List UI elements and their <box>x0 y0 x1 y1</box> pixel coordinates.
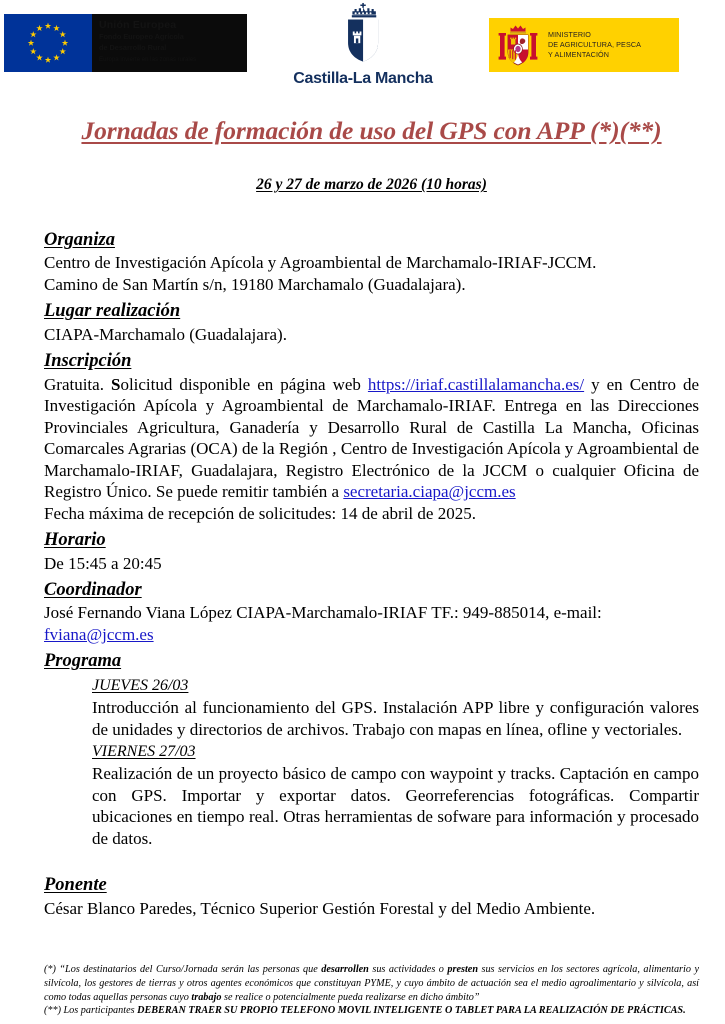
castilla-la-mancha-emblem <box>278 2 448 88</box>
ministerio-emblem <box>489 18 679 72</box>
organiza-line2: Camino de San Martín s/n, 19180 Marchamalo (Guadalajara). <box>44 274 466 294</box>
eu-text-line1: Unión Europea <box>99 19 177 31</box>
inscripcion-paragraph <box>44 374 699 503</box>
clm-wordmark: Castilla-La Mancha <box>293 70 433 87</box>
coordinador-email-link[interactable]: fviana@jccm.es <box>44 624 154 644</box>
section-organiza <box>44 224 699 295</box>
footnote-two <box>44 1004 699 1018</box>
eu-emblem-text <box>92 14 247 72</box>
footnote-one-f: trabajo <box>191 991 222 1003</box>
document-content <box>44 224 699 919</box>
heading-ponente: Ponente <box>44 875 107 896</box>
section-lugar-realizacion <box>44 295 699 345</box>
footnote-two-b: DEBERAN TRAER SU PROPIO TELEFONO MOVIL INTELIGENTE O TABLET PARA LA REALIZACIÓN DE PRÁCTICAS. <box>137 1005 686 1017</box>
footnote-one-e: sus servicios en los sectores agrícola, alimentario y silvícola, los gestores de tierras y otros agentes económicos que constituyan PYME, y cuyo ámbito de actuación sea el medio agroalimentario y silvícola, así como todas aquellas personas cuyo <box>44 964 699 1003</box>
heading-inscripcion: Inscripción <box>44 351 132 372</box>
footnote-two-a: (**) Los participantes <box>44 1005 138 1017</box>
footnotes <box>44 963 699 1018</box>
programa-day-jueves <box>92 676 699 740</box>
programa-day-text-jueves: Introducción al funcionamiento del GPS. Instalación APP libre y configuración valores de unidades y directorios de archivos. Trabajo con mapas en línea, ofline y vectoriales. <box>92 698 699 739</box>
eu-stars-icon <box>4 14 92 72</box>
inscripcion-text-1: Gratuita. <box>44 374 111 394</box>
footnote-one <box>44 963 699 1004</box>
heading-programa: Programa <box>44 651 122 672</box>
section-programa <box>44 645 699 849</box>
ministerio-line2: DE AGRICULTURA, PESCA <box>548 39 642 49</box>
spain-coat-of-arms-icon <box>497 22 539 68</box>
programa-day-text-viernes: Realización de un proyecto básico de campo con waypoint y tracks. Captación en campo con GPS. Importar y exportar datos. Georreferencias fotográficas. Compartir ubicaciones en tiempo real. Otras herramientas de sofware para información y procesado de datos. <box>92 764 699 848</box>
secretaria-email-link[interactable]: secretaria.ciapa@jccm.es <box>343 482 516 502</box>
footnote-one-g: se realice o potencialmente pueda realizarse en dicho ámbito” <box>221 991 480 1003</box>
document-body <box>0 116 725 919</box>
page-title: Jornadas de formación de uso del GPS con APP (*)(**) <box>81 116 662 145</box>
eu-emblem <box>4 14 247 72</box>
eu-text-line3: Europa invierte en las zonas rurales <box>99 55 197 63</box>
heading-horario: Horario <box>44 530 106 551</box>
heading-lugar-realizacion: Lugar realización <box>44 301 181 322</box>
eu-flag-icon <box>4 14 92 72</box>
inscripcion-text-2: y en Centro de Investigación Apícola y Agroambiental de Marchamalo-IRIAF. Entrega en las Direcciones Provinciales Agricultura, Ganadería y Desarrollo Rural de Castilla La Mancha, Oficinas Comarcales Agrarias (OCA) de la Región , Centro de Investigación Apícola y Agroambiental de Marchamalo-IRIAF, Guadalajara, Registro Electrónico de la JCCM o cualquier Oficina de Registro Único. Se puede remitir también a <box>44 374 700 502</box>
section-ponente <box>44 869 699 919</box>
section-coordinador <box>44 574 699 645</box>
heading-organiza: Organiza <box>44 230 115 250</box>
coordinador-email-row <box>44 624 699 646</box>
programa-day-label-jueves: JUEVES 26/03 <box>92 676 189 694</box>
course-date-line: 26 y 27 de marzo de 2026 (10 horas) <box>256 176 487 193</box>
horario-line1: De 15:45 a 20:45 <box>44 553 162 573</box>
inscripcion-deadline: Fecha máxima de recepción de solicitudes: 14 de abril de 2025. <box>44 503 476 523</box>
inscripcion-text-1c: olicitud disponible en página web <box>120 374 368 394</box>
organiza-line1: Centro de Investigación Apícola y Agroambiental de Marchamalo-IRIAF-JCCM. <box>44 253 597 273</box>
lugar-line1: CIAPA-Marchamalo (Guadalajara). <box>44 324 287 344</box>
eu-text-line2: Fondo Europeo Agrícola <box>99 32 184 42</box>
iriaf-website-link[interactable]: https://iriaf.castillalamancha.es/ <box>367 374 585 394</box>
ministerio-line3: Y ALIMENTACIÓN <box>548 50 610 60</box>
clm-shield-icon <box>334 2 392 64</box>
programa-day-label-viernes: VIERNES 27/03 <box>92 743 196 761</box>
ministerio-text <box>548 30 641 61</box>
coordinador-line1: José Fernando Viana López CIAPA-Marchamalo-IRIAF TF.: 949-885014, e-mail: <box>44 603 602 623</box>
footnote-one-a: (*) “Los destinatarios del Curso/Jornada serán las personas que <box>44 964 322 976</box>
programa-day-viernes <box>92 742 699 849</box>
ponente-line1: César Blanco Paredes, Técnico Superior Gestión Forestal y del Medio Ambiente. <box>44 898 596 918</box>
section-horario <box>44 524 699 574</box>
ministerio-line1: MINISTERIO <box>548 29 591 39</box>
footnote-one-b: desarrollen <box>321 964 369 976</box>
spacer <box>44 849 699 869</box>
section-inscripcion <box>44 345 699 524</box>
inscripcion-text-1b: S <box>110 374 121 394</box>
eu-text-line2b: de Desarrollo Rural <box>99 42 167 52</box>
footnote-one-c: sus actividades o <box>368 964 448 976</box>
logo-band <box>0 0 725 98</box>
footnote-one-d: presten <box>447 964 478 976</box>
heading-coordinador: Coordinador <box>44 580 142 601</box>
